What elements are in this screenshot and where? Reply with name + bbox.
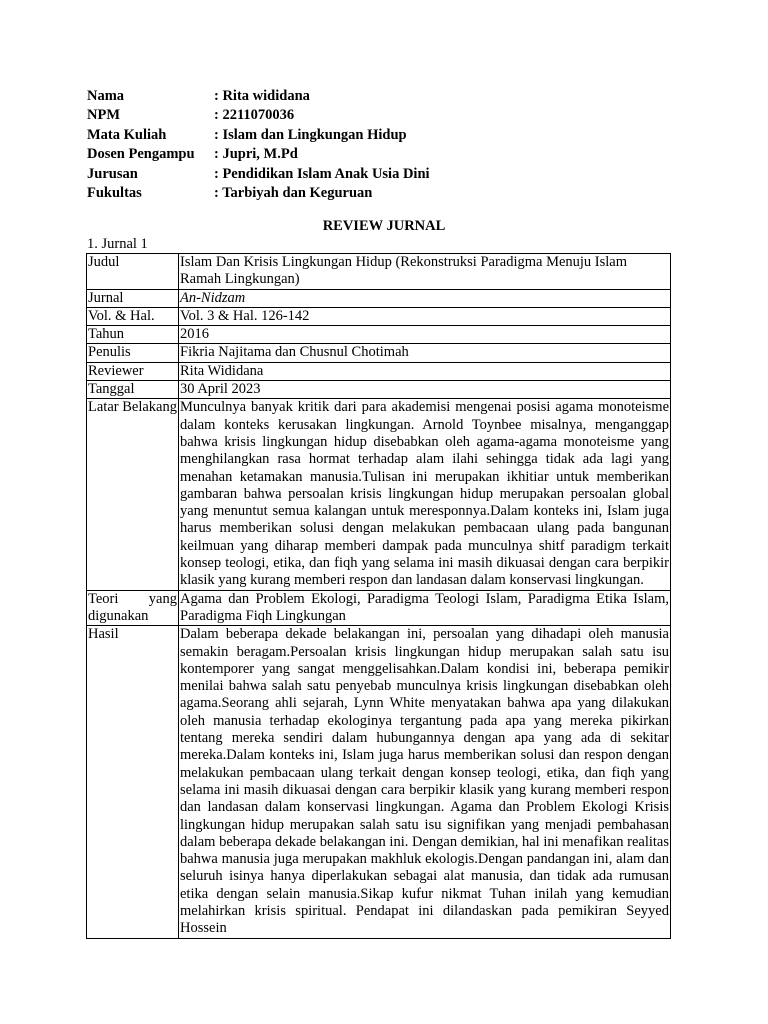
student-info-header xyxy=(87,87,430,203)
info-row-nama xyxy=(87,87,430,106)
info-label: NPM xyxy=(87,107,121,124)
row-value: Rita Wididana xyxy=(179,362,671,380)
row-value: Islam Dan Krisis Lingkungan Hidup (Rekonstruksi Paradigma Menuju Islam Ramah Lingkungan) xyxy=(179,254,671,290)
row-label: Teori yang digunakan xyxy=(88,590,177,624)
table-row-reviewer xyxy=(87,362,671,380)
info-row-dosen xyxy=(87,145,430,164)
document-title: REVIEW JURNAL xyxy=(322,218,446,234)
row-value: Agama dan Problem Ekologi, Paradigma Teologi Islam, Paradigma Etika Islam, Paradigma Fiqh Lingkungan xyxy=(180,590,669,624)
info-value: : Rita wididana xyxy=(214,88,310,104)
table-row-hasil xyxy=(87,626,671,938)
row-label: Judul xyxy=(87,254,179,290)
info-row-mata-kuliah xyxy=(87,126,430,145)
info-label: Mata Kuliah xyxy=(87,126,167,143)
row-label: Jurnal xyxy=(87,289,179,307)
row-value: Dalam beberapa dekade belakangan ini, persoalan yang dihadapi oleh manusia semakin beragam.Persoalan krisis lingkungan hidup merupakan salah satu isu kontemporer yang sangat menggelisahkan.Dalam kondisi ini, beberapa pemikir menilai bahwa salah satu penyebab munculnya krisis lingkungan disebabkan oleh agama.Seorang ahli sejarah, Lynn White menyatakan bahwa apa yang dilakukan oleh manusia terhadap ekologinya tergantung pada apa yang mereka pikirkan tentang mereka sendiri dalam hubungannya dengan apa yang ada di sekitar mereka.Dalam konteks ini, Islam juga harus memberikan solusi dan respon dengan melakukan pembacaan ulang terkait dengan konsep teologi, etika, dan fiqh yang selama ini masih dikuasai dengan cara berpikir klasik yang kurang memberi respon dan landasan dalam konservasi lingkungan. Agama dan Problem Ekologi Krisis lingkungan hidup merupakan salah satu isu signifikan yang menjadi pembahasan dalam beberapa dekade belakangan ini. Dengan demikian, hal ini menafikan realitas bahwa manusia juga merupakan makhluk ekologis.Dengan pandangan ini, alam dan seluruh isinya hanya diperlakukan sebagai alat manusia, dan tidak ada rumusan etika dengan selain manusia.Sikap kufur nikmat Tuhan inilah yang kemudian melahirkan krisis spiritual. Pendapat ini dilandaskan pada pemikiran Seyyed Hossein xyxy=(180,626,669,937)
row-value: Vol. 3 & Hal. 126-142 xyxy=(179,307,671,325)
row-label: Tanggal xyxy=(87,381,179,399)
table-row-latar-belakang xyxy=(87,399,671,590)
row-value: Fikria Najitama dan Chusnul Chotimah xyxy=(179,344,671,362)
info-label: Fukultas xyxy=(87,184,142,201)
review-table xyxy=(86,253,671,939)
info-row-npm xyxy=(87,106,430,125)
info-value: : Tarbiyah dan Keguruan xyxy=(214,184,373,201)
info-value: : Pendidikan Islam Anak Usia Dini xyxy=(214,165,430,182)
info-label: Dosen Pengampu xyxy=(87,146,195,163)
table-row-teori xyxy=(87,590,671,626)
table-row-penulis xyxy=(87,344,671,362)
info-label: Nama xyxy=(87,88,125,104)
table-row-vol xyxy=(87,307,671,325)
row-value: An-Nidzam xyxy=(179,289,671,307)
row-label: Vol. & Hal. xyxy=(87,307,179,325)
info-value: : Islam dan Lingkungan Hidup xyxy=(214,126,407,143)
row-label: Reviewer xyxy=(87,362,179,380)
info-value: : Jupri, M.Pd xyxy=(214,146,298,163)
row-label: Latar Belakang xyxy=(87,399,179,590)
table-row-judul xyxy=(87,254,671,290)
section-label: 1. Jurnal 1 xyxy=(87,236,148,252)
info-label: Jurusan xyxy=(87,165,138,182)
info-row-jurusan xyxy=(87,165,430,184)
row-value: Munculnya banyak kritik dari para akademisi mengenai posisi agama monoteisme dalam konteks kerusakan lingkungan. Arnold Toynbee misalnya, menganggap bahwa krisis lingkungan hidup disebabkan oleh agama-agama monoteisme yang menghilangkan rasa hormat terhadap alam ilahi sehingga tidak ada lagi yang menahan ketamakan manusia.Tulisan ini merupakan ikhitiar untuk memberikan gambaran bahwa persoalan krisis lingkungan hidup merupakan persoalan global yang menuntut semua kalangan untuk meresponnya.Dalam konteks ini, Islam juga harus memberikan solusi dengan melakukan pembacaan ulang pada bangunan keilmuan yang diharap memberi dampak pada munculnya shitf paradigm terkait konsep teologi, etika, dan fiqh yang selama ini masih dikuasai dengan cara berpikir klasik yang kurang memberi respon dan landasan dalam konservasi lingkungan. xyxy=(180,399,669,589)
row-value: 30 April 2023 xyxy=(179,381,671,399)
table-row-tanggal xyxy=(87,381,671,399)
row-value: 2016 xyxy=(179,326,671,344)
row-label: Tahun xyxy=(87,326,179,344)
info-row-fakultas xyxy=(87,184,430,203)
info-value: : 2211070036 xyxy=(214,107,295,124)
row-label: Hasil xyxy=(87,626,179,938)
row-label: Penulis xyxy=(87,344,179,362)
table-row-jurnal xyxy=(87,289,671,307)
table-row-tahun xyxy=(87,326,671,344)
